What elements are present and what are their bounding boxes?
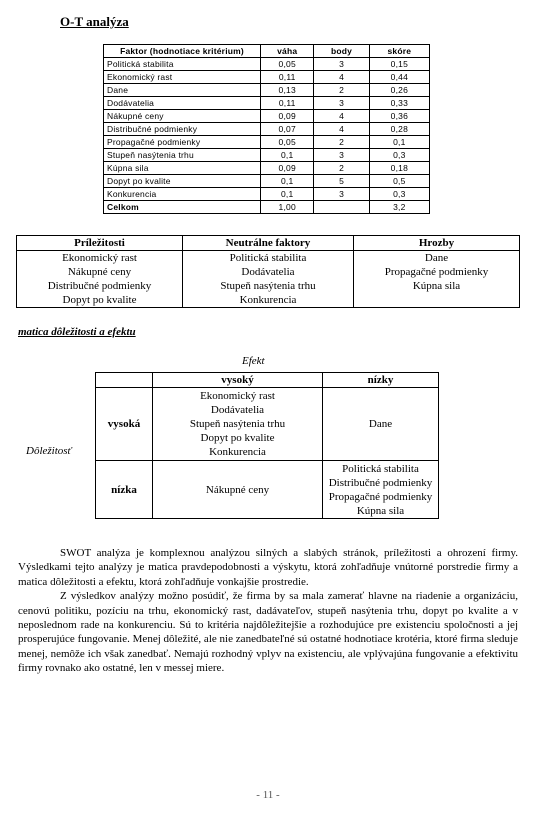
matrix-y-label: Dôležitosť — [26, 445, 72, 457]
criteria-points: 4 — [314, 123, 369, 136]
criteria-factor: Dane — [104, 84, 261, 97]
criteria-row — [104, 84, 430, 97]
criteria-header-factor: Faktor (hodnotiace kritérium) — [104, 45, 261, 58]
cell-item: Politická stabilita — [342, 462, 419, 475]
criteria-header-weight: váha — [261, 45, 314, 58]
cell-item: Kúpna sila — [356, 504, 405, 517]
matrix-cell-high-high — [153, 388, 323, 461]
criteria-points: 5 — [314, 175, 369, 188]
criteria-header-score: skóre — [369, 45, 429, 58]
criteria-points: 2 — [314, 136, 369, 149]
matrix-col-high: vysoký — [153, 373, 323, 388]
criteria-table — [103, 44, 430, 214]
cell-item: Nákupné ceny — [67, 266, 132, 278]
matrix-cell-low-high — [153, 461, 323, 519]
criteria-points: 4 — [314, 71, 369, 84]
page-heading: O-T analýza — [60, 14, 129, 29]
criteria-row — [104, 123, 430, 136]
factor-table — [16, 235, 520, 308]
criteria-weight: 0,05 — [261, 136, 314, 149]
factor-header-opportunities: Príležitosti — [17, 236, 183, 251]
factor-header-threats: Hrozby — [354, 236, 520, 251]
criteria-score: 0,5 — [369, 175, 429, 188]
cell-item: Propagačné podmienky — [328, 490, 433, 503]
criteria-score: 0,36 — [369, 110, 429, 123]
criteria-header-points: body — [314, 45, 369, 58]
factor-header-neutral: Neutrálne faktory — [182, 236, 353, 251]
matrix-row-low — [96, 461, 439, 519]
matrix-x-label: Efekt — [242, 355, 265, 367]
paragraph-conclusions: Z výsledkov analýzy možno posúdiť, že firma by sa mala zamerať hlavne na riadenie a organizáciu, cenovú politiku, pozíciu na trhu, ekonomický rast, dadávateľov, stupeň nasýtenia trhu, dopyt po kvalite a v neposlednom rade na konkurenciu. Sú to kritéria najdôležitejšie a rozhodujúce pre existenciu spoločnosti a jej prosperujúce fungovanie. Menej dôležité, ale nie zanedbateľné sú ostatné hodnotiace krotéria, ktoré firma sleduje menej, nemôže ich však zanedbať. Nemajú rozhodný vplyv na existenciu, ale vplývajúna fungovanie a efektivitu firmy rovnako ako ostatné, len v messej miere. — [18, 590, 518, 675]
cell-item: Dodávatelia — [241, 266, 295, 278]
criteria-factor: Kúpna sila — [104, 162, 261, 175]
cell-item: Ekonomický rast — [200, 390, 275, 402]
cell-item: Konkurencia — [209, 446, 266, 458]
cell-item: Dodávatelia — [210, 404, 265, 416]
criteria-points: 3 — [314, 149, 369, 162]
cell-item: Stupeň nasýtenia trhu — [220, 280, 316, 292]
criteria-score: 0,33 — [369, 97, 429, 110]
criteria-row — [104, 71, 430, 84]
criteria-row — [104, 149, 430, 162]
cell-item: Politická stabilita — [229, 252, 307, 264]
factor-neutral-cell — [182, 251, 353, 308]
criteria-score: 0,26 — [369, 84, 429, 97]
page-number: - 11 - — [256, 789, 280, 801]
criteria-points: 3 — [314, 97, 369, 110]
criteria-points: 4 — [314, 110, 369, 123]
cell-item: Distribučné podmienky — [328, 476, 433, 489]
criteria-points: 2 — [314, 162, 369, 175]
criteria-weight: 0,05 — [261, 58, 314, 71]
criteria-points: 2 — [314, 84, 369, 97]
cell-item: Stupeň nasýtenia trhu — [189, 418, 286, 430]
factor-threats-cell — [354, 251, 520, 308]
criteria-weight: 0,1 — [261, 149, 314, 162]
criteria-factor: Stupeň nasýtenia trhu — [104, 149, 261, 162]
criteria-row — [104, 110, 430, 123]
factor-content-row — [17, 251, 520, 308]
criteria-factor: Ekonomický rast — [104, 71, 261, 84]
criteria-factor: Dopyt po kvalite — [104, 175, 261, 188]
criteria-row — [104, 162, 430, 175]
criteria-weight: 0,13 — [261, 84, 314, 97]
criteria-score: 0,15 — [369, 58, 429, 71]
cell-item: Dopyt po kvalite — [62, 294, 137, 306]
criteria-score: 0,44 — [369, 71, 429, 84]
cell-item: Kúpna sila — [412, 280, 461, 292]
matrix-cell-high-low — [323, 388, 439, 461]
criteria-weight: 0,1 — [261, 188, 314, 201]
criteria-factor: Konkurencia — [104, 188, 261, 201]
matrix-row-high — [96, 388, 439, 461]
paragraph-swot: SWOT analýza je komplexnou analýzou silných a slabých stránok, príležitosti a ohrození firmy. Výsledkami tejto analýzy je matica pravdepodobnosti a výskytu, ktorá zohľadňuje vnútorné porstredie firmy a matica dôležitosti a efektu, ktorá zohľadňuje vonkajšie prostredie. — [18, 547, 518, 588]
criteria-factor: Nákupné ceny — [104, 110, 261, 123]
criteria-weight: 0,1 — [261, 175, 314, 188]
cell-item: Propagačné podmienky — [384, 266, 489, 278]
criteria-score: 0,3 — [369, 188, 429, 201]
matrix-row-header-high: vysoká — [96, 388, 153, 461]
criteria-weight: 0,09 — [261, 110, 314, 123]
criteria-row — [104, 175, 430, 188]
criteria-score: 0,28 — [369, 123, 429, 136]
criteria-row — [104, 136, 430, 149]
criteria-total-label: Celkom — [104, 201, 261, 214]
criteria-factor: Distribučné podmienky — [104, 123, 261, 136]
criteria-factor: Politická stabilita — [104, 58, 261, 71]
criteria-weight: 0,09 — [261, 162, 314, 175]
cell-item: Dopyt po kvalite — [200, 432, 275, 444]
criteria-score: 0,18 — [369, 162, 429, 175]
criteria-header-row — [104, 45, 430, 58]
cell-item: Konkurencia — [239, 294, 297, 306]
criteria-total-weight: 1,00 — [261, 201, 314, 214]
cell-item: Dane — [368, 418, 393, 430]
criteria-body — [104, 58, 430, 214]
matrix-cell-low-low — [323, 461, 439, 519]
criteria-points: 3 — [314, 58, 369, 71]
criteria-factor: Dodávatelia — [104, 97, 261, 110]
criteria-factor: Propagačné podmienky — [104, 136, 261, 149]
criteria-total-score: 3,2 — [369, 201, 429, 214]
criteria-weight: 0,07 — [261, 123, 314, 136]
criteria-row — [104, 188, 430, 201]
cell-item: Distribučné podmienky — [47, 280, 152, 292]
cell-item: Nákupné ceny — [205, 483, 270, 496]
criteria-total-points — [314, 201, 369, 214]
criteria-total-row — [104, 201, 430, 214]
cell-item: Ekonomický rast — [62, 252, 137, 264]
criteria-points: 3 — [314, 188, 369, 201]
criteria-score: 0,1 — [369, 136, 429, 149]
factor-header-row — [17, 236, 520, 251]
importance-effect-matrix — [95, 372, 439, 519]
matrix-heading: matica dôležitosti a efektu — [18, 326, 136, 338]
cell-item: Dane — [424, 252, 449, 264]
matrix-col-low: nízky — [323, 373, 439, 388]
criteria-row — [104, 97, 430, 110]
criteria-row — [104, 58, 430, 71]
factor-opportunities-cell — [17, 251, 183, 308]
matrix-corner — [96, 373, 153, 388]
criteria-score: 0,3 — [369, 149, 429, 162]
criteria-weight: 0,11 — [261, 71, 314, 84]
matrix-header-row — [96, 373, 439, 388]
body-text — [18, 546, 518, 676]
criteria-weight: 0,11 — [261, 97, 314, 110]
matrix-row-header-low: nízka — [96, 461, 153, 519]
